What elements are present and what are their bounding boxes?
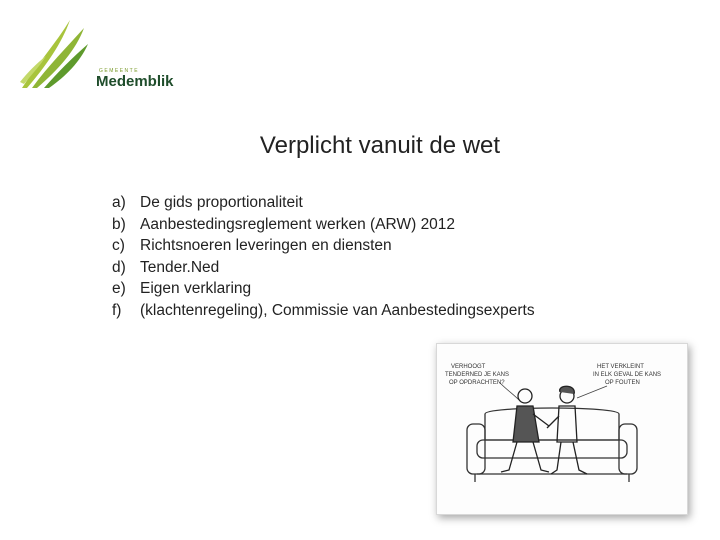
list-marker: d) <box>112 258 126 276</box>
list-marker: e) <box>112 280 126 298</box>
cartoon-right-caption-line: HET VERKLEINT <box>597 364 644 370</box>
list-item-text: Eigen verklaring <box>140 280 252 298</box>
cartoon-left-caption-line: TENDERNED JE KANS <box>445 372 510 378</box>
list-marker: b) <box>112 215 126 233</box>
logo-subtitle: GEMEENTE <box>99 68 140 74</box>
cartoon-right-caption-line: OP FOUTEN <box>605 380 640 386</box>
cartoon-right-caption-line: IN ELK GEVAL DE KANS <box>593 372 662 378</box>
logo-name: Medemblik <box>96 73 174 90</box>
list-item-text: De gids proportionaliteit <box>140 194 303 211</box>
list-item <box>112 214 535 236</box>
cartoon-drawing <box>437 344 687 514</box>
list-marker: a) <box>112 194 126 211</box>
list-item-text: Aanbestedingsreglement werken (ARW) 2012 <box>140 215 456 233</box>
list-item <box>112 235 535 257</box>
list-item-text: Tender.Ned <box>140 258 220 276</box>
cartoon-image <box>436 343 688 515</box>
slide-title: Verplicht vanuit de wet <box>259 132 501 159</box>
requirements-list <box>112 192 535 322</box>
cartoon-left-caption-line: OP OPDRACHTEN? <box>449 380 505 386</box>
list-item-text: (klachtenregeling), Commissie van Aanbestedingsexperts <box>140 301 535 319</box>
list-item <box>112 257 535 279</box>
list-item <box>112 192 535 214</box>
list-marker: f) <box>112 301 122 319</box>
list-marker: c) <box>112 237 125 255</box>
cartoon-left-caption-line: VERHOOGT <box>451 364 486 370</box>
list-item <box>112 300 535 322</box>
logo-leaves-icon <box>18 18 98 90</box>
list-item-text: Richtsnoeren leveringen en diensten <box>140 237 392 255</box>
logo <box>18 18 174 90</box>
list-item <box>112 278 535 300</box>
